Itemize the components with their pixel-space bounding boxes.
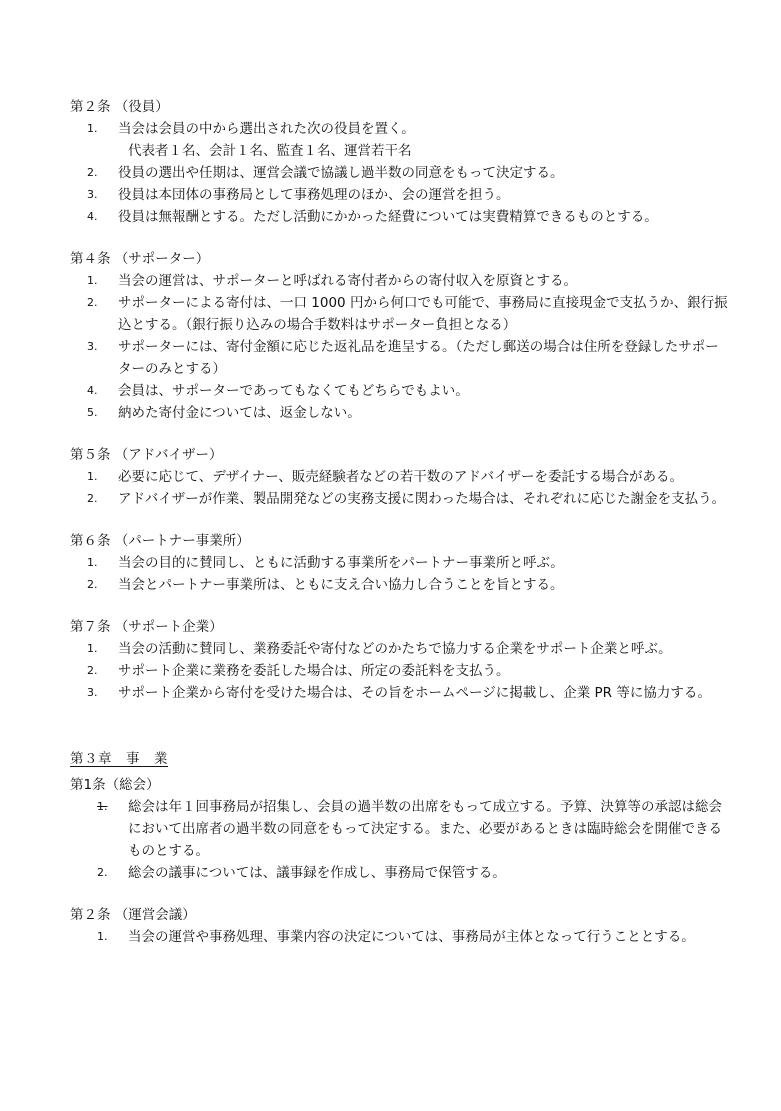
item-number: 3. [87,188,98,201]
item-text: 当会の目的に賛同し、ともに活動する事業所をパートナー事業所と呼ぶ。 [118,555,564,571]
item-text: 役員は無報酬とする。ただし活動にかかった経費については実費精算できるものとする。 [118,209,658,225]
chapter-title: 第３章 事 業 [70,751,168,767]
item-text: 当会とパートナー事業所は、ともに支え合い協力し合うことを旨とする。 [118,577,564,593]
item-text: 会員は、サポーターであってもなくてもどちらでもよい。 [118,383,469,399]
article-general-meeting [70,774,732,884]
item-number: 3. [87,686,98,699]
item-number: 1. [97,930,108,943]
article-heading: 第５条 （アドバイザー） [70,447,223,463]
item-number: 1. [87,274,98,287]
item-number: 1. [87,122,98,135]
list-item [70,660,732,682]
article-heading: 第1条（総会） [70,777,160,793]
item-text: 当会の運営や事務処理、事業内容の決定については、事務局が主体となって行うこととする。 [128,929,695,945]
article-heading: 第４条 （サポーター） [70,251,210,267]
list-item [70,926,732,948]
list-item [70,292,732,336]
item-text: 当会は会員の中から選出された次の役員を置く。 [118,121,415,137]
item-number: 2. [87,664,98,677]
item-text: 総会は年１回事務局が招集し、会員の過半数の出席をもって成立する。予算、決算等の承認は総会において出席者の過半数の同意をもって決定する。また、必要があるときは臨時総会を開催できるものとする。 [128,799,722,859]
item-number: 1. [87,556,98,569]
article-heading: 第６条 （パートナー事業所） [70,533,250,549]
item-subtext: 代表者１名、会計１名、監査１名、運営若干名 [128,143,412,159]
list-item [70,380,732,402]
item-text: 総会の議事については、議事録を作成し、事務局で保管する。 [128,865,506,881]
item-text: 役員の選出や任期は、運営会議で協議し過半数の同意をもって決定する。 [118,165,564,181]
list-item [70,862,732,884]
article-heading: 第７条 （サポート企業） [70,619,223,635]
item-number: 2. [87,296,98,309]
item-number: 3. [87,340,98,353]
article-item-list [70,926,732,948]
document-body [70,96,732,968]
item-number: 1. [87,470,98,483]
article-officers [70,96,732,228]
article-item-list [70,796,732,884]
list-item [70,466,732,488]
article-heading: 第２条 （役員） [70,99,169,115]
list-item [70,402,732,424]
list-item [70,184,732,206]
list-item [70,682,732,704]
item-number: 1. [87,642,98,655]
article-item-list [70,638,732,704]
item-text: 役員は本団体の事務局として事務処理のほか、会の運営を担う。 [118,187,510,203]
list-item [70,336,732,380]
item-number: 2. [87,492,98,505]
item-text: 当会の活動に賛同し、業務委託や寄付などのかたちで協力する企業をサポート企業と呼ぶ。 [118,641,672,657]
item-text: アドバイザーが作業、製品開発などの実務支援に関わった場合は、それぞれに応じた謝金を支払う。 [118,491,726,507]
list-item [70,638,732,660]
item-text: 必要に応じて、デザイナー、販売経験者などの若干数のアドバイザーを委託する場合がある。 [118,469,683,485]
item-number: 2. [97,866,108,879]
list-item [70,552,732,574]
item-text: 納めた寄付金については、返金しない。 [118,405,361,421]
item-text: サポート企業から寄付を受けた場合は、その旨をホームページに掲載し、企業 PR 等に協力する。 [118,685,711,701]
list-item [70,796,732,862]
article-item-list [70,466,732,510]
list-item [70,162,732,184]
article-management-meeting [70,904,732,948]
article-supporters [70,248,732,424]
item-text: 当会の運営は、サポーターと呼ばれる寄付者からの寄付収入を原資とする。 [118,273,577,289]
article-item-list [70,552,732,596]
article-partners [70,530,732,596]
item-text: サポーターには、寄付金額に応じた返礼品を進呈する。（ただし郵送の場合は住所を登録したサポーターのみとする） [118,339,719,377]
article-item-list [70,118,732,228]
item-number: 2. [87,166,98,179]
item-text: サポーターによる寄付は、一口 1000 円から何口でも可能で、事務局に直接現金で支払うか、銀行振込とする。（銀行振り込みの場合手数料はサポーター負担となる） [118,295,728,333]
article-heading: 第２条 （運営会議） [70,907,196,923]
item-number: 4. [87,384,98,397]
item-text: サポート企業に業務を委託した場合は、所定の委託料を支払う。 [118,663,510,679]
list-item [70,206,732,228]
list-item [70,488,732,510]
item-number: 5. [87,406,98,419]
list-item [70,270,732,292]
list-item [70,118,732,162]
item-number: 2. [87,578,98,591]
item-number: 1. [97,800,108,813]
item-number: 4. [87,210,98,223]
article-item-list [70,270,732,424]
article-advisers [70,444,732,510]
list-item [70,574,732,596]
chapter-3 [70,748,732,770]
article-support-companies [70,616,732,704]
